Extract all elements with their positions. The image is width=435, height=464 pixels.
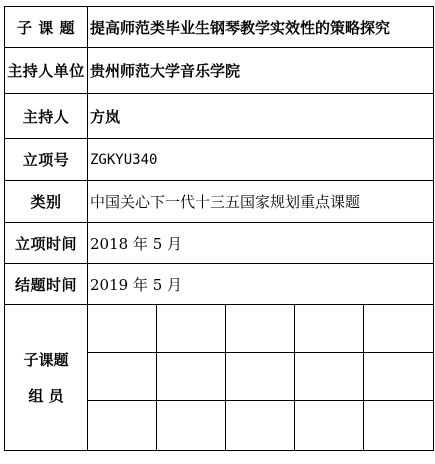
row-host [5, 94, 434, 139]
member-cell [88, 305, 157, 353]
value-project-number: ZGKYU340 [88, 139, 434, 181]
member-cell [88, 401, 157, 451]
member-cell [295, 353, 364, 401]
member-cell [88, 353, 157, 401]
document-page [4, 6, 433, 460]
row-subtopic-title [5, 7, 434, 48]
label-completion-date: 结题时间 [5, 264, 88, 305]
value-subtopic-title: 提高师范类毕业生钢琴教学实效性的策略探究 [88, 7, 434, 48]
label-category: 类别 [5, 181, 88, 223]
member-cell [364, 401, 434, 451]
row-approval-date [5, 223, 434, 264]
member-cell [226, 305, 295, 353]
value-host-unit: 贵州师范大学音乐学院 [88, 48, 434, 94]
label-subtopic-members-line2: 组 员 [28, 386, 64, 405]
member-cell [295, 305, 364, 353]
row-host-unit [5, 48, 434, 94]
member-cell [364, 305, 434, 353]
row-category [5, 181, 434, 223]
member-cell [157, 353, 226, 401]
label-subtopic-title: 子 课 题 [5, 7, 88, 48]
member-cell [157, 305, 226, 353]
member-cell [226, 353, 295, 401]
member-cell [226, 401, 295, 451]
label-project-number: 立项号 [5, 139, 88, 181]
value-completion-date: 2019 年 5 月 [88, 264, 434, 305]
label-approval-date: 立项时间 [5, 223, 88, 264]
value-category: 中国关心下一代十三五国家规划重点课题 [88, 181, 434, 223]
row-completion-date [5, 264, 434, 305]
member-cell [364, 353, 434, 401]
value-host: 方岚 [88, 94, 434, 139]
label-subtopic-members-line1: 子课题 [23, 350, 69, 369]
member-cell [157, 401, 226, 451]
row-project-number [5, 139, 434, 181]
label-host-unit: 主持人单位 [5, 48, 88, 94]
label-host: 主持人 [5, 94, 88, 139]
members-row-1 [5, 305, 434, 353]
label-subtopic-members [5, 305, 88, 451]
project-info-table [4, 6, 434, 451]
member-cell [295, 401, 364, 451]
value-approval-date: 2018 年 5 月 [88, 223, 434, 264]
